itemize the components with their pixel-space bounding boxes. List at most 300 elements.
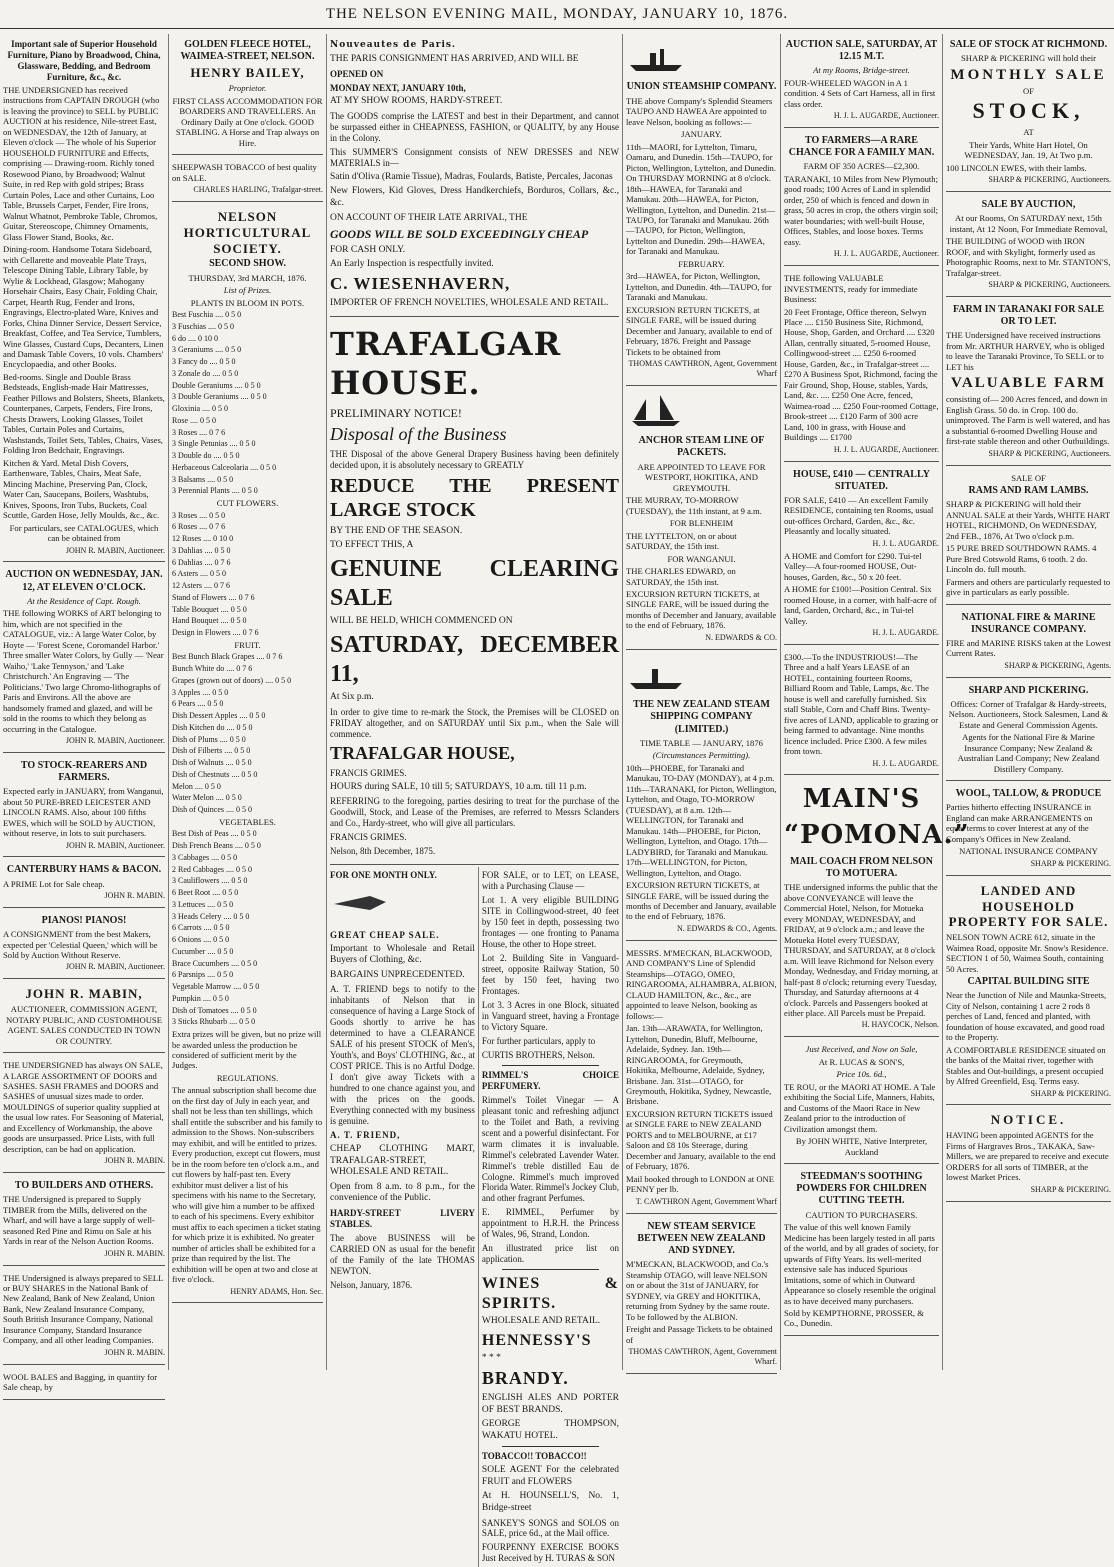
prize-row: 6 Onions .... 0 5 0 — [172, 935, 230, 945]
ad-body: FOURPENNY EXERCISE BOOKS Just Received by H. TURAS & SON — [481, 1542, 619, 1564]
ad-title: LANDED AND HOUSEHOLD PROPERTY FOR SALE. — [948, 882, 1109, 930]
prize-row: 12 Asters .... 0 7 6 — [172, 581, 230, 591]
ad-body: EXCURSION RETURN TICKETS issued at SINGLE FARE to NEW ZEALAND PORTS and to MELBOURNE, at £17 Saloon and £8 10s Steerage, during December and January, available to the end of February, 1876. — [626, 1108, 776, 1172]
ad-line: FARM OF 350 ACRES—£2,300. — [803, 161, 920, 172]
prize-row: 3 Single Petunias .... 0 5 0 — [172, 439, 256, 449]
ad-line-clearing: GENUINE CLEARING SALE — [330, 555, 619, 612]
ad-line-saturday: SATURDAY, DECEMBER 11, — [330, 631, 619, 688]
ad-farmers — [784, 130, 939, 266]
ad-title: NOTICE. — [990, 1112, 1067, 1128]
ad-body: EXCURSION RETURN TICKETS, at SINGLE FARE, will be issued during December and January, available to end of February, 1876. Freight and Passage Tickets to be obtained from — [626, 304, 773, 357]
ad-builders — [3, 1175, 165, 1265]
ad-body: THE BUILDING of WOOD with IRON ROOF, and with Skylight, formerly used as Photographic Rooms, next to Mr. STANTON'S, Trafalgar-street. — [946, 236, 1111, 278]
ad-signature: H. J. L. AUGARDE. — [872, 538, 939, 548]
ad-line: FOR WANGANUI. — [667, 553, 736, 564]
ad-line: New Flowers, Kid Gloves, Dress Handkerchiefs, Borduros, Collars, &c., &c. — [330, 186, 619, 209]
ad-month: FEBRUARY. — [678, 258, 725, 269]
ad-body: The value of this well known Family Medicine has been largely tested in all parts of the world, and by all grades of society, for upwards of Fifty Years. Its well-merited extensive sale has induced Spurious Imitations, some of which in Outward Appearance so closely resemble the original as to have deceived many purchasers. — [784, 1222, 939, 1306]
ad-golden-fleece — [172, 34, 323, 155]
ad-signature: JOHN R. MABIN. — [104, 1248, 165, 1258]
ad-line: PRELIMINARY NOTICE! — [330, 406, 462, 421]
ad-body: M'MECKAN, BLACKWOOD, and Co.'s Steamship OTAGO, will leave NELSON on or about the 31st of JANUARY, for SYDNEY, via GREY and HOKITIKA, returning from Sydney by the same route. To be followed by the ALBION. — [626, 1259, 770, 1322]
ad-body: FOUR-WHEELED WAGON in A 1 condition. 4 Sets of Cart Harness, all in first class order. — [784, 77, 936, 109]
ad-body: TARANAKI, 10 Miles from New Plymouth; good roads; 100 Acres of Land in splendid order, 250 of which is fenced and down in grass, 50 acres in crop, the others virgin soil; water boundaries; with well-built House, Offices, Stables, and loose boxes. Terms easy. — [784, 173, 939, 247]
column-2 — [168, 34, 326, 1370]
prize-row: 6 do .... 0 10 0 — [172, 333, 218, 343]
ad-body: E. RIMMEL, Perfumer by appointment to H.R.H. the Princess of Wales, 96, Strand, London. — [481, 1207, 619, 1240]
ad-signature: SHARP & PICKERING, Auctioneers. — [988, 448, 1111, 458]
ad-body: Farmers and others are particularly requested to give in particulars as early possible. — [946, 576, 1111, 598]
ad-body: Expected early in JANUARY, from Wanganui, about 50 PURE-BRED LEICESTER AND LINCOLN RAMS. Also, about 100 fifths EWES, which will be SOLD by AUCTION, without reserve, in lots to suit purchasers. — [3, 786, 164, 839]
ad-body: THE LYTTELTON, on or about SATURDAY, the 15th inst. — [626, 530, 737, 552]
ad-signature: THOMAS CAWTHRON, Agent, Government Wharf — [628, 359, 777, 379]
ad-body: REFERRING to the foregoing, parties desiring to treat for the purchase of the Goodwill, Stock, and Lease of the Premises, are referred to Messrs Sclanders and Co., Hardy-street, who will give all particulars. — [330, 796, 619, 829]
ad-line: ENGLISH ALES AND PORTER OF BEST BRANDS. — [481, 1392, 619, 1415]
ad-body: A CONSIGNMENT from the best Makers, expected per 'Celestial Queen,' which will be Sold by Auction Without Reserve. — [3, 929, 158, 960]
ad-line: THE PARIS CONSIGNMENT HAS ARRIVED, AND WILL BE — [330, 53, 579, 64]
ad-signature: H. HAYCOCK, Nelson. — [861, 1020, 939, 1030]
ad-taranaki-farm — [946, 299, 1111, 466]
ad-title: THE NEW ZEALAND STEAM SHIPPING COMPANY (LIMITED.) — [633, 699, 770, 735]
ad-body: This SUMMER'S Consignment consists of NEW DRESSES and NEW MATERIALS in— — [330, 146, 619, 168]
ad-mabin-card — [3, 981, 165, 1053]
ad-trafalgar-house — [330, 319, 619, 865]
col3-left — [330, 867, 479, 1567]
ad-investments — [784, 268, 939, 462]
ad-subtitle: MAIL COACH FROM NELSON TO MOTUERA. — [789, 855, 934, 879]
ad-title-pomona: “POMONA.” — [784, 820, 970, 851]
prize-list-cut — [172, 511, 323, 638]
ad-body: AUCTIONEER, COMMISSION AGENT, NOTARY PUBLIC, AND CUSTOMHOUSE AGENT. SALES CONDUCTED IN TOWN OR COUNTRY. — [6, 1004, 162, 1046]
ad-line: TO EFFECT THIS, A — [330, 540, 414, 551]
ad-signature: JOHN R. MABIN, Auctioneer. — [65, 962, 165, 972]
ad-line-reduce: REDUCE THE PRESENT LARGE STOCK — [330, 474, 619, 522]
ad-line-trafalgar: TRAFALGAR HOUSE, — [330, 742, 515, 763]
ad-line: AT MY SHOW ROOMS, HARDY-STREET. — [330, 96, 503, 107]
ad-body: SHEEPWASH TOBACCO of best quality on SALE. — [172, 162, 317, 183]
ad-nz-steam — [626, 652, 777, 941]
ad-title: WOOL, TALLOW, & PRODUCE — [955, 788, 1102, 800]
ad-title-livery: HARDY-STREET LIVERY STABLES. — [330, 1207, 475, 1229]
ad-line: By JOHN WHITE, Native Interpreter, Auckland — [795, 1136, 928, 1157]
ad-title: STEEDMAN'S SOOTHING POWDERS FOR CHILDREN CUTTING TEETH. — [796, 1171, 927, 1207]
ad-signature: JOHN R. MABIN, Auctioneer. — [65, 840, 165, 850]
ad-furniture-sale — [3, 34, 165, 562]
ad-title: SHARP AND PICKERING. — [968, 684, 1089, 696]
prize-row: 6 Carrots .... 0 5 0 — [172, 923, 230, 933]
ad-body: For further particulars, apply to — [481, 1035, 596, 1046]
ad-body: THE CHARLES EDWARD, on SATURDAY, the 15th inst. — [626, 566, 736, 587]
ad-line: IMPORTER OF FRENCH NOVELTIES, WHOLESALE AND RETAIL. — [330, 297, 609, 308]
ad-pianos — [3, 910, 165, 979]
ad-signature: JOHN R. MABIN, Auctioneer. — [65, 736, 165, 746]
ad-line-cheap: GOODS WILL BE SOLD EXCEEDINGLY CHEAP — [330, 227, 589, 242]
ad-role: Proprietor. — [228, 83, 267, 94]
prize-row: Best Fuschia .... 0 5 0 — [172, 310, 242, 320]
ad-body: Near the Junction of Nile and Maunka-Streets, City of Nelson, containing 1 acre 2 rods 8 perches of Land, fenced and planted, with foundation of house excavated, and good road to the Property. — [946, 990, 1107, 1043]
column-6 — [942, 34, 1114, 1370]
ad-subtitle: At my Rooms, Bridge-street. — [813, 65, 910, 76]
prize-row: Dish of Tomatoes .... 0 5 0 — [172, 1005, 257, 1015]
ad-title: CANTERBURY HAMS & BACON. — [6, 864, 162, 876]
prize-row: 3 Lettuces .... 0 5 0 — [172, 899, 234, 909]
prize-list-veg — [172, 829, 323, 1027]
ad-line: SHARP & PICKERING will hold their — [960, 53, 1097, 64]
ad-signature: N. EDWARDS & CO. — [705, 632, 777, 642]
ad-line: BY THE END OF THE SEASON. — [330, 525, 463, 536]
ad-line: ON ACCOUNT OF THEIR LATE ARRIVAL, THE — [330, 212, 528, 223]
ad-line: Satin d'Oliva (Ramie Tissue), Madras, Foulards, Batiste, Percales, Jaconas — [330, 171, 613, 182]
ad-body: Rimmel's Toilet Vinegar — A pleasant tonic and refreshing adjunct to the Toilet and Bath, a reviving scent and a powerful disinfectant. For warm climates it is invaluable. Rimmel's celebrated Lavender Water. Rimmel's treble distilled Eau de Cologne. Rimmel's much improved Florida Water. Rimmel's Jockey Club, and other fragrant Perfumes. — [481, 1094, 619, 1204]
ad-body: A HOME and Comfort for £290. Tui-tel Valley—A four-roomed HOUSE, Out-houses, Garden, &c., 50 x 20 feet. — [784, 550, 922, 582]
ad-merchant: C. WIESENHAVERN, — [330, 274, 511, 293]
ad-title-wines: WINES & SPIRITS. — [481, 1275, 619, 1312]
ad-body: SHARP & PICKERING will hold their ANNUAL SALE at their Yards, WHITE HART HOTEL, RICHMOND, On WEDNESDAY, 2nd FEB., 1876, At Two o'clock p.m. — [946, 499, 1111, 541]
ad-line: Important to Wholesale and Retail Buyers of Clothing, &c. — [330, 943, 475, 966]
ad-body: FOR SALE, £410 — An excellent Family RESIDENCE, containing ten Rooms, usual out-offices Orchard, Garden, &c., &c. Pleasantly and locally situated. — [784, 494, 934, 537]
prize-row: 3 Apples .... 0 5 0 — [172, 687, 229, 697]
ad-body: 11th—MAORI, for Lyttelton, Timaru, Oamaru, and Dunedin. 15th—TAUPO, for Picton, Wellington, Lyttelton, and Dunedin. On THURSDAY MORNING at 8 o'clock. 18th—HAWEA, for Taranaki and Manukau. 20th—HAWEA, for Picton, Wellington, Lyttelton, and Dunedin. 21st—TAUPO, for Taranaki and Manukau. 26th—TAUPO, for Picton, Wellington, Lyttelton and Dunedin. 29th—HAWEA, for Taranaki and Manukau. — [626, 141, 777, 257]
ad-stock: STOCK, — [972, 98, 1085, 124]
ad-brandy: BRANDY. — [481, 1367, 569, 1388]
ad-notice — [946, 1107, 1111, 1201]
ad-signature: H. J. L. AUGARDE, Auctioneer. — [833, 249, 939, 259]
ad-title: MAIN'S — [802, 784, 921, 815]
ad-title: GOLDEN FLEECE HOTEL, WAIMEA-STREET, NELSON. — [180, 39, 315, 63]
ad-body: 15 PURE BRED SOUTHDOWN RAMS. 4 Pure Bred Cotswold Rams, 6 tooth. 2 do. Lincoln do. full mouth. — [946, 543, 1097, 575]
ad-te-rou — [784, 1039, 939, 1164]
ad-body: WOOL BALES and Bagging, in quantity for Sale cheap, by — [3, 1371, 158, 1393]
ad-body: Lot 3. 3 Acres in one Block, situated in Vanguard street, having a Frontage to Victory Square. — [481, 999, 619, 1032]
ad-signature: JOHN R. MABIN, Auctioneer. — [65, 545, 165, 555]
column-5 — [780, 34, 970, 1370]
ad-line: Open from 8 a.m. to 8 p.m., for the convenience of the Public. — [330, 1181, 475, 1204]
ad-body: A PRIME Lot for Sale cheap. — [3, 878, 105, 889]
ad-hams-bacon — [3, 859, 165, 907]
ad-signature: CHARLES HARLING, Trafalgar-street. — [193, 185, 323, 195]
ad-valuable-farm: VALUABLE FARM — [950, 375, 1107, 392]
ad-stock-richmond — [946, 34, 1111, 192]
ad-line-disposal: Disposal of the Business — [330, 424, 507, 444]
ad-title-rimmel: RIMMEL'S CHOICE PERFUMERY. — [481, 1069, 619, 1091]
ad-body: THE Disposal of the above General Drapery Business having been definitely decided upon, it is absolutely necessary to GREATLY — [330, 448, 619, 470]
prize-row: 3 Roses .... 0 5 0 — [172, 510, 226, 520]
section-vegetables: VEGETABLES. — [219, 816, 276, 827]
prize-row: Brace Cucumbers .... 0 5 0 — [172, 958, 258, 968]
ad-line: WILL BE HELD, WHICH COMMENCED ON — [330, 616, 513, 627]
ad-body: THE following WORKS of ART belonging to him, which are not specified in the CATALOGUE, viz.: A large Water Color, by Hoyte — 'Forest Scene, Coromandel Harbor.' Three smaller Water Colors, by Gully — 'Near Waiho,' 'Lake Tennyson,' and 'Lake Christchurch.' An Engraving — 'The Politicians.' Two large Chromo-lithographs of Paris and Environs. All the above are handsomely framed and glazed, and will be sold in the rooms to which they belong as occurring in the Catalogue. — [3, 608, 164, 734]
prize-row: Dish of Filberts .... 0 5 0 — [172, 746, 251, 756]
ad-body: FIRE and MARINE RISKS taken at the Lowest Current Rates. — [946, 638, 1111, 659]
prize-row: 6 Dahlias .... 0 7 6 — [172, 557, 231, 567]
ad-line: At Six p.m. — [330, 692, 374, 703]
ad-line: Price 10s. 6d., — [836, 1069, 887, 1080]
ad-line: GEORGE THOMPSON, WAKATU HOTEL. — [481, 1419, 619, 1441]
ad-title: NELSON HORTICULTURAL SOCIETY. — [183, 208, 312, 256]
ad-body: An illustrated price list on application. — [481, 1243, 619, 1265]
ad-title: AUCTION ON WEDNESDAY, JAN. 12, AT ELEVEN O'CLOCK. — [5, 569, 163, 593]
ad-line: TIME TABLE — JANUARY, 1876 — [640, 737, 763, 748]
ad-line: HOURS during SALE, 10 till 5; SATURDAYS, 10 a.m. till 11 p.m. — [330, 781, 587, 792]
ad-body: THE above Company's Splendid Steamers TAUPO AND HAWEA Are appointed to leave Nelson, booking as follows:— — [626, 95, 773, 127]
ad-signature: JOHN R. MABIN. — [104, 1347, 165, 1357]
ad-signature: H. J. L. AUGARDE, Auctioneer. — [833, 444, 939, 454]
ad-line: SALE OF — [1011, 472, 1046, 483]
ad-subtitle: SECOND SHOW. — [209, 258, 286, 270]
ad-date: THURSDAY, 3rd MARCH, 1876. — [188, 272, 307, 283]
ad-auction-wednesday — [3, 564, 165, 752]
prize-row: 3 Double Geraniums .... 0 5 0 — [172, 392, 267, 402]
ad-body: TE ROU, or the MAORI AT HOME. A Tale exhibiting the Social Life, Manners, Habits, and Customs of the Maori Race in New Zealand prior to the introduction of Civilization amongst them. — [784, 1081, 936, 1134]
ad-sharp-pickering — [946, 680, 1111, 782]
divider — [502, 1065, 599, 1066]
prize-row: 6 Pears .... 0 5 0 — [172, 699, 224, 709]
ad-body: consisting of— 200 Acres fenced, and down in English Grass. 50 do. in Crop. 100 do. unimproved. The Farm is well watered, and has a substantial 6-roomed Dwelling House and first-rate stable thereon and other Outbuildings. — [946, 394, 1110, 447]
ad-regulations-body: The annual subscription shall become due on the first day of July in each year, and shall not be less than ten shillings, which shall entitle the subscriber and his family to admission to the Shows. Non-subscribers may exhibit, and will be entitled to prizes. Every production, except cut flowers, must be in the room before ten o'clock a.m., and cut flowers by half-past ten. Every exhibitor must deliver a list of his specimens with his name to the Secretary, who will give him a number to be affixed to each of his specimens. Every exhibitor must affix to each specimen a ticket stating for which prize it is exhibited. No greater number of articles shall be exhibited for a prize than required by the list. The exhibition will be open at two and close at five o'clock. — [172, 1085, 323, 1285]
prize-row: Grapes (grown out of doors) .... 0 5 0 — [172, 675, 292, 685]
prize-row: 6 Parsnips .... 0 5 0 — [172, 970, 234, 980]
ad-month: JANUARY. — [681, 129, 722, 140]
ad-signature: SHARP & PICKERING. — [1030, 1088, 1111, 1098]
prize-row: 3 Roses .... 0 7 6 — [172, 427, 226, 437]
ad-body: THE Undersigned is prepared to Supply TIMBER from the Mills, delivered on the Wharf, and will have a large supply of well-seasoned Red Pine and Rimu on Sale at his Yards in rear of the Nelson Auction Rooms. — [3, 1194, 155, 1247]
ad-line: At R. LUCAS & SON'S, — [818, 1056, 905, 1067]
prize-row: 3 Zonale do .... 0 5 0 — [172, 368, 239, 378]
ad-hotel-lease — [784, 647, 939, 776]
divider — [502, 1269, 599, 1270]
prize-row: Bunch White do .... 0 7 6 — [172, 664, 253, 674]
ad-subtitle: At the Residence of Capt. Rough. — [27, 595, 141, 606]
ad-line: Their Yards, White Hart Hotel, On WEDNESDAY, Jan. 19, At Two p.m. — [964, 139, 1093, 161]
ad-body: Mail booked through to LONDON at ONE PENNY per lb. — [626, 1173, 774, 1195]
ad-line: CHEAP CLOTHING MART, TRAFALGAR-STREET, WHOLESALE AND RETAIL. — [330, 1144, 475, 1178]
ad-body: MESSRS. M'MECKAN, BLACKWOOD, AND COMPANY'S Line of Splendid Steamships—OTAGO, OMEO, RINGAROOMA, ALHAMBRA, ALBION, CLAUD HAMILTON, &c., &c., are appointed to leave Nelson, booking as follows:— — [626, 947, 777, 1021]
prize-row: Dish of Walnuts .... 0 5 0 — [172, 758, 252, 768]
ad-title: FARM IN TARANAKI FOR SALE OR TO LET. — [952, 303, 1105, 327]
prize-row: Gloxinia .... 0 5 0 — [172, 404, 228, 414]
ad-body: Freight and Passage Tickets to be obtained of — [626, 1324, 773, 1345]
prize-row: Dish of Plums .... 0 5 0 — [172, 734, 246, 744]
ad-body: THE Undersigned is always prepared to SELL or BUY SHARES in the National Bank of New Zealand, Bank of New Zealand, Union Bank, New Zealand Insurance Company, South British Insurance Company, National Insurance Company, Standard Insurance Company, and all other leading Companies. — [3, 1272, 164, 1346]
ad-body: Lot 1. A very eligible BUILDING SITE in Collingwood-street, 40 feet by 150 feet in depth, possessing two frontages — one fronting to Panama House, the other to Hope street. — [481, 895, 619, 950]
ad-title: PIANOS! PIANOS! — [41, 914, 127, 926]
ad-body-kitchen: Kitchen & Yard. Metal Dish Covers, Earthenware, Tables, Chairs, Meat Safe, Mincing Machine, Preserving Pan, Clock, Water Can, Saucepans, Boilers, Washtubs, Knives, Spoons, Iron Tubs, Buckets, Coal Scuttle, Garden Hose, Jelly Moulds, &c., &c. — [3, 457, 160, 521]
prize-row: Best Dish of Peas .... 0 5 0 — [172, 829, 257, 839]
ad-tobacco — [172, 157, 323, 202]
ad-line: FOR CASH ONLY. — [330, 244, 406, 255]
col3-split — [330, 867, 619, 1567]
prize-row: Pumpkin .... 0 5 0 — [172, 993, 229, 1003]
ad-signature: HENRY ADAMS, Hon. Sec. — [230, 1286, 323, 1296]
divider — [502, 1446, 599, 1447]
ad-signature: JOHN R. MABIN. — [104, 891, 165, 901]
prize-list-plants — [172, 310, 323, 496]
ad-title-tobacco: TOBACCO!! TOBACCO!! — [481, 1451, 587, 1462]
ad-line: SOLE AGENT For the celebrated FRUIT and FLOWERS — [481, 1465, 619, 1487]
ad-body: EXCURSION RETURN TICKETS, at SINGLE FARE, will be issued during the months of December and January, available to the end of February, 1876. — [626, 880, 777, 922]
sailing-ship-icon — [626, 393, 686, 429]
ad-title: AUCTION SALE, SATURDAY, AT 12.15 M.T. — [785, 39, 938, 63]
ad-line-opened: OPENED ON — [330, 68, 384, 79]
prize-row: Double Geraniums .... 0 5 0 — [172, 380, 261, 390]
prize-row: 6 Beet Root .... 0 5 0 — [172, 888, 239, 898]
ad-body: THE MURRAY, TO-MORROW (TUESDAY), the 11th instant, at 9 a.m. — [626, 495, 762, 516]
ad-shares — [3, 1268, 165, 1365]
ad-body: Jan. 13th—ARAWATA, for Wellington, Lyttelton, Dunedin, Bluff, Melbourne, Adelaide, Sydney. Jan. 19th—RINGAROOMA, for Greymouth, Hokitika, Melbourne, Adelaide, Sydney, Brisbane. Jan. 31st—OTAGO, for Greymouth, Hokitika, Sydney, Newcastle, Brisbane. — [626, 1023, 772, 1107]
prize-row: 3 Dahlias .... 0 5 0 — [172, 545, 231, 555]
prize-row: 6 Roses .... 0 7 6 — [172, 522, 226, 532]
ad-pomona — [784, 777, 970, 1037]
ad-body: THE UNDERSIGNED has always ON SALE, A LARGE ASSORTMENT OF DOORS and SASHES. SASH FRAMES and DOORS and SASHES of unusual sizes made to order. MOULDINGS of superior quality supplied at the usual low rates. For Seasoning of Material, and Excellency of Workmanship, the above goods are unsurpassed. Price Lists, with full description, can be had on application. — [3, 1060, 164, 1154]
ad-signature: H. J. L. AUGARDE, Auctioneer. — [833, 111, 939, 121]
prize-row: Stand of Flowers .... 0 7 6 — [172, 592, 255, 602]
ad-signature: SHARP & PICKERING, Auctioneers. — [988, 175, 1111, 185]
ad-union-steamship — [626, 34, 777, 386]
ad-signature: T. CAWTHRON Agent, Government Wharf — [635, 1196, 777, 1206]
prize-row: Melon .... 0 5 0 — [172, 781, 221, 791]
ad-signature: FRANCIS GRIMES. — [330, 767, 407, 778]
ad-wool-tallow — [946, 783, 1111, 875]
ad-title: RAMS AND RAM LAMBS. — [968, 485, 1089, 497]
section-regulations: REGULATIONS. — [216, 1072, 279, 1083]
prize-row: Design in Flowers .... 0 7 6 — [172, 628, 259, 638]
ad-proprietor-name: HENRY BAILEY, — [190, 65, 305, 81]
ad-line: Just Received, and Now on Sale, — [805, 1044, 918, 1055]
ad-title: ANCHOR STEAM LINE OF PACKETS. — [638, 435, 765, 459]
hand-pointer-icon — [330, 886, 390, 922]
ad-title: TO STOCK-REARERS AND FARMERS. — [20, 759, 148, 784]
ad-body: In order to give time to re-mark the Stock, the Premises will be CLOSED on FRIDAY altogether, and on SATURDAY until Six p.m., when the Sale will commence. — [330, 707, 619, 739]
ad-title: SALE OF STOCK AT RICHMOND. — [949, 39, 1108, 50]
ad-national-fire — [946, 607, 1111, 678]
ad-date: Nelson, January, 1876. — [330, 1279, 413, 1290]
prize-row: 3 Fuschias .... 0 5 0 — [172, 321, 234, 331]
prize-row: Water Melon .... 0 5 0 — [172, 793, 242, 803]
ad-body: THE UNDERSIGNED has received instructions from CAPTAIN DROUGH (who is leaving the province) to SELL by PUBLIC AUCTION at his residence, Nile-street East, on WEDNESDAY, the 12th of January, at Eleven o'clock — The whole of his Superior HOUSEHOLD FURNITURE and Effects, comprising — Drawing-room. Richly toned Rosewood Piano, by Broadwood; Walnut Suite, in red Rep with gold stripes; Brass Curtain Poles, Lace and other Curtains, Loo Table, Brussels Carpet, Fender, Fire Irons, Walnut Whatnot, Pembroke Table, Chromos, Guitar, Stereoscope, Chimney Ornaments, Glass Flower Stand, Books, &c. — [3, 84, 160, 242]
ad-body: NELSON TOWN ACRE 612, situate in the Waimea Road, opposite Mr. Snow's Residence. SECTION 1 of 50, Waimea South, containing 50 Acres. — [946, 932, 1109, 974]
column-4 — [622, 34, 780, 1370]
ad-extra: Extra prizes will be given, but no prize will be awarded unless the production be considered of sufficient merit by the Judges. — [172, 1029, 322, 1071]
prize-row: 2 Red Cabbages .... 0 5 0 — [172, 864, 252, 874]
ad-signature: N. EDWARDS & CO., Agents. — [676, 923, 777, 933]
ad-steedman — [784, 1166, 939, 1336]
ad-signature: FRANCIS GRIMES. — [330, 832, 407, 843]
ad-doors-sashes — [3, 1055, 165, 1173]
section-cut-flowers: CUT FLOWERS. — [216, 498, 279, 509]
ad-line: At H. HOUNSELL'S, No. 1, Bridge-street — [481, 1491, 619, 1513]
column-1 — [0, 34, 168, 1393]
prize-row: 3 Sticks Rhubarb .... 0 5 0 — [172, 1017, 256, 1027]
prize-row: 3 Balsams .... 0 5 0 — [172, 474, 234, 484]
ad-body: Lot 2. Building Site in Vanguard-street, opposite Railway Station, 50 feet by 150 feet, having two Frontages. — [481, 953, 619, 996]
prize-row: 3 Heads Celery .... 0 5 0 — [172, 911, 250, 921]
section-fruit: FRUIT. — [234, 639, 261, 650]
ad-new-steam-service — [626, 1216, 777, 1374]
prize-row: Dish of Quinces .... 0 5 0 — [172, 805, 252, 815]
ad-horticultural — [172, 204, 323, 1304]
ad-body: The above BUSINESS will be CARRIED ON as usual for the benefit of the Family of the late THOMAS NEWTON. — [330, 1232, 475, 1276]
ad-signature: SHARP & PICKERING, Agents. — [1004, 660, 1111, 670]
steamship-icon — [626, 39, 686, 75]
ad-rams — [946, 468, 1111, 605]
prize-row: Herbaceous Calceolaria .... 0 5 0 — [172, 462, 277, 472]
ad-house-410 — [784, 464, 939, 645]
prize-row: Vegetable Marrow .... 0 5 0 — [172, 982, 260, 992]
ad-hennessy: HENNESSY'S — [481, 1331, 592, 1349]
ad-signature: SHARP & PICKERING. — [1030, 858, 1111, 868]
ad-signature: H. J. L. AUGARDE. — [872, 628, 939, 638]
ad-title: UNION STEAMSHIP COMPANY. — [626, 81, 777, 93]
ad-title: HOUSE, £410 — CENTRALLY SITUATED. — [793, 468, 930, 492]
section-plants: PLANTS IN BLOOM IN POTS. — [190, 297, 305, 308]
ad-mmeckan — [626, 943, 777, 1214]
prize-row: 3 Double do .... 0 5 0 — [172, 451, 240, 461]
ad-body: Parties hitherto effecting INSURANCE in England can make ARRANGEMENTS on equal terms to cover Interest at any of the Company's Offices in New Zealand. — [946, 802, 1093, 844]
ad-body: A. T. FRIEND begs to notify to the inhabitants of Nelson that in consequence of having a Large Stock of Goods shortly to arrive he has determined to have a CLEARANCE SALE of his present STOCK of Men's, Youth's, and Boys' CLOTHING, &c., at COST PRICE. This is no Artful Dodge. I don't give away Tickets with a hundred to one chance against you, and with the prices on the goods. Everything connected with my business is genuine. — [330, 984, 475, 1127]
prize-row: Cucumber .... 0 5 0 — [172, 946, 234, 956]
ad-line: NATIONAL INSURANCE COMPANY — [959, 846, 1098, 857]
ad-body: THE undersigned informs the public that the above CONVEYANCE will leave the Commercial Hotel, Nelson, for Motueka every MONDAY, WEDNESDAY, and FRIDAY, at 9 o'clock a.m.; and leave the Motueka Hotel every TUESDAY, THURSDAY, and SATURDAY, at 8 o'clock a.m. Will leave Richmond for Nelson every Monday, Wednesday, and Friday morning, at half-past 8 o'clock; returning every Tuesday, Thursday, and Saturday afternoons at 4 o'clock. Parcels and Passengers booked at either place. All Parcels must be Prepaid. — [784, 882, 939, 1018]
prize-row: Hand Bouquet .... 0 5 0 — [172, 616, 247, 626]
ad-title: NEW STEAM SERVICE BETWEEN NEW ZEALAND AND SYDNEY. — [637, 1220, 766, 1256]
ad-line: Agents for the National Fire & Marine Insurance Company; New Zealand & Australian Land Company; New Zealand Distillery Company. — [957, 732, 1100, 774]
prize-row: Dish French Beans .... 0 5 0 — [172, 841, 261, 851]
ad-title: TO FARMERS—A RARE CHANCE FOR A FAMILY MAN. — [788, 135, 935, 159]
ad-signature: JOHN R. MABIN. — [104, 1156, 165, 1166]
ad-body: EXCURSION RETURN TICKETS, at SINGLE FARE, will be issued during the months of December and January, available to the end of February, 1876. — [626, 588, 777, 631]
ad-body: Sold by KEMPTHORNE, PROSSER, & Co., Dunedin. — [784, 1307, 924, 1329]
ad-signature: SHARP & PICKERING. — [1030, 1184, 1111, 1194]
masthead: THE NELSON EVENING MAIL, MONDAY, JANUARY 10, 1876. — [0, 0, 1114, 29]
ad-body-dining: Dining-room. Handsome Totara Sideboard, with Cellarette and moveable Plate Trays, Telescope Dining Table, Library Table, by Wylie & Lockhead, Glasgow; Mahogany Horsehair Chairs, Easy Chair, Folding Chair, Carpet, Hearth Rug, Fender and Irons, Engravings, Electro-plated Ware, Knives and Forks, China Dinner Service, Dessert Service, Breakfast, Coffee, and Tea Service, Tumblers, Wine Glasses, Custard Cups, Decanters, Linen and Damask Table Covers, 10 vols. Chambers' Encyclopaedia, and other Books. — [3, 244, 164, 370]
col3-right — [479, 867, 619, 1567]
ad-date: Nelson, 8th December, 1875. — [330, 846, 436, 857]
ad-line: At our Rooms, On SATURDAY next, 15th instant, At 12 Noon, For Immediate Removal, — [949, 213, 1108, 234]
ad-cheap-sale: GREAT CHEAP SALE. — [330, 929, 440, 940]
steamship-icon — [626, 657, 686, 693]
ad-body: SANKEY'S SONGS and SOLOS on SALE, price 6d., at the Mail office. — [481, 1517, 619, 1539]
ad-title: JOHN R. MABIN, — [25, 986, 143, 1002]
ad-line: FOR BLENHEIM — [669, 518, 734, 529]
prize-row: Rose .... 0 5 0 — [172, 415, 216, 425]
prize-row: 3 Cauliflowers .... 0 5 0 — [172, 876, 248, 886]
ad-line: AT — [1023, 127, 1034, 138]
ad-body: The GOODS comprise the LATEST and best in their Department, and cannot be surpassed either in CHEAPNESS, FASHION, or QUALITY, by any House in the Colony. — [330, 111, 619, 143]
ad-title: TRAFALGAR HOUSE. — [330, 325, 562, 403]
prize-list-fruit — [172, 652, 323, 815]
ad-auction-saturday — [784, 34, 939, 128]
ad-body: THE following VALUABLE INVESTMENTS, ready for immediate Business: — [784, 273, 918, 305]
ad-landed-property — [946, 878, 1111, 1106]
ad-line: ARE APPOINTED TO LEAVE FOR WESTPORT, HOKITIKA, AND GREYMOUTH. — [637, 461, 766, 493]
ad-monthly-sale: MONTHLY SALE — [950, 66, 1107, 83]
ad-sale-auction — [946, 194, 1111, 297]
prize-row: 3 Fancy do .... 0 5 0 — [172, 357, 236, 367]
ad-title: Important sale of Superior Household Furniture, Piano by Broadwood, China, Glassware, Bedding, and Bedroom Furniture, &c., &c. — [7, 39, 161, 82]
ad-anchor-line — [626, 388, 777, 650]
ad-line: Offices: Corner of Trafalgar & Hardy-streets, Nelson. Auctioneers, Stock Salesmen, Land & Estate and General Commission Agents. — [948, 698, 1109, 730]
prize-row: Best Bunch Black Grapes .... 0 7 6 — [172, 652, 283, 662]
ad-line-date: MONDAY NEXT, JANUARY 10th, — [330, 82, 466, 93]
ad-body: A HOME for £100!—Position Central. Six roomed House, in a corner, with half-acre of land, Garden, Orchard, &c., in Tui-tel Valley. — [784, 584, 937, 626]
ad-body-bed: Bed-rooms. Single and Double Brass Bedsteads, English-made Hair Mattresses, Feather Pillows and Bolsters, Sheets, Blankets, Counterpanes, Carpets, Fenders, Fire Irons, Chests Drawers, Looking Glasses, Toilet Tables, Curtain Poles and Curtains, Washstands, Toilet Sets, Tables, Chairs, Vases, Folding Iron Bedchair, Engravings. — [3, 371, 165, 456]
ad-nouveautes — [330, 34, 619, 317]
prize-row: 3 Geraniums .... 0 5 0 — [172, 345, 242, 355]
prize-row: 3 Cabbages .... 0 5 0 — [172, 852, 238, 862]
prize-row: 3 Perennial Plants .... 0 5 0 — [172, 486, 258, 496]
ad-stars: * * * — [481, 1353, 501, 1364]
ad-wool-bales — [3, 1367, 165, 1400]
